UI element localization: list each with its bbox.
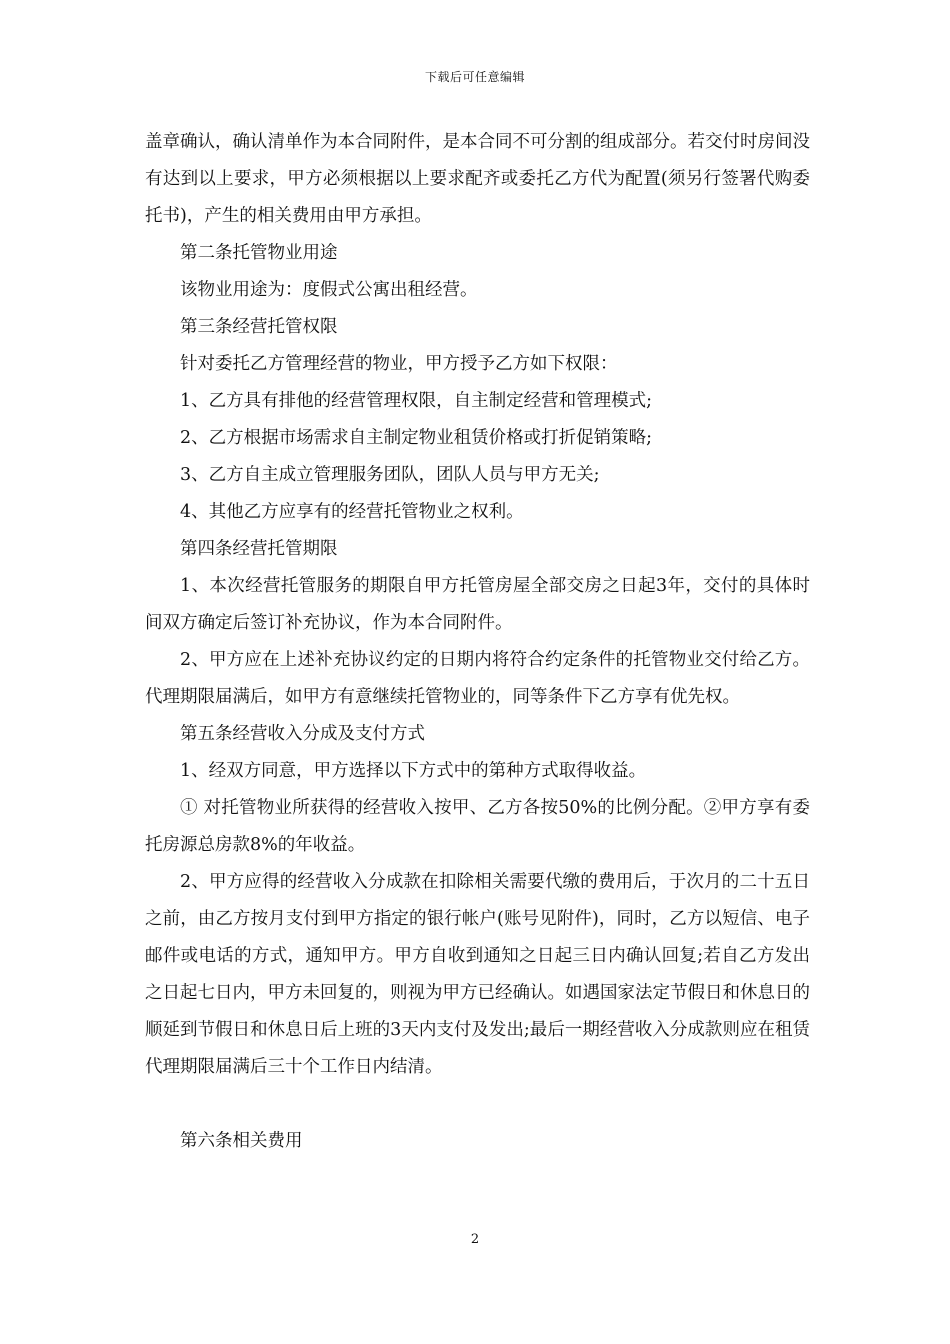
document-body <box>145 124 810 1160</box>
list-item: 4、其他乙方应享有的经营托管物业之权利。 <box>180 502 524 522</box>
page-number: 2 <box>470 1232 480 1247</box>
section-heading-3: 第三条经营托管权限 <box>180 317 338 337</box>
section-heading-4: 第四条经营托管期限 <box>180 539 338 559</box>
page-header: 下载后可任意编辑 <box>424 70 525 84</box>
section-heading-2: 第二条托管物业用途 <box>180 243 338 263</box>
list-item: 3、乙方自主成立管理服务团队，团队人员与甲方无关; <box>180 465 600 485</box>
list-item: 1、本次经营托管服务的期限自甲方托管房屋全部交房之日起3年，交付的具体时间双方确定后签订补充协议，作为本合同附件。 <box>145 576 810 633</box>
paragraph-continuation: 盖章确认，确认清单作为本合同附件，是本合同不可分割的组成部分。若交付时房间没有达到以上要求，甲方必须根据以上要求配齐或委托乙方代为配置(须另行签署代购委托书)，产生的相关费用由甲方承担。 <box>145 132 810 226</box>
paragraph: 该物业用途为：度假式公寓出租经营。 <box>180 280 478 300</box>
section-heading-5: 第五条经营收入分成及支付方式 <box>180 724 425 744</box>
list-item: 2、甲方应在上述补充协议约定的日期内将符合约定条件的托管物业交付给乙方。代理期限届满后，如甲方有意继续托管物业的，同等条件下乙方享有优先权。 <box>145 650 810 707</box>
paragraph: 针对委托乙方管理经营的物业，甲方授予乙方如下权限： <box>180 354 618 374</box>
list-item: 1、乙方具有排他的经营管理权限，自主制定经营和管理模式; <box>180 391 653 411</box>
paragraph: ① 对托管物业所获得的经营收入按甲、乙方各按50%的比例分配。②甲方享有委托房源总房款8%的年收益。 <box>145 798 810 855</box>
list-item: 1、经双方同意，甲方选择以下方式中的第种方式取得收益。 <box>180 761 647 781</box>
list-item: 2、甲方应得的经营收入分成款在扣除相关需要代缴的费用后，于次月的二十五日之前，由乙方按月支付到甲方指定的银行帐户(账号见附件)，同时，乙方以短信、电子邮件或电话的方式，通知甲方。甲方自收到通知之日起三日内确认回复;若自乙方发出之日起七日内，甲方未回复的，则视为甲方已经确认。如遇国家法定节假日和休息日的顺延到节假日和休息日后上班的3天内支付及发出;最后一期经营收入分成款则应在租赁代理期限届满后三十个工作日内结清。 <box>145 872 810 1077</box>
list-item: 2、乙方根据市场需求自主制定物业租赁价格或打折促销策略; <box>180 428 653 448</box>
section-heading-6: 第六条相关费用 <box>180 1131 303 1151</box>
